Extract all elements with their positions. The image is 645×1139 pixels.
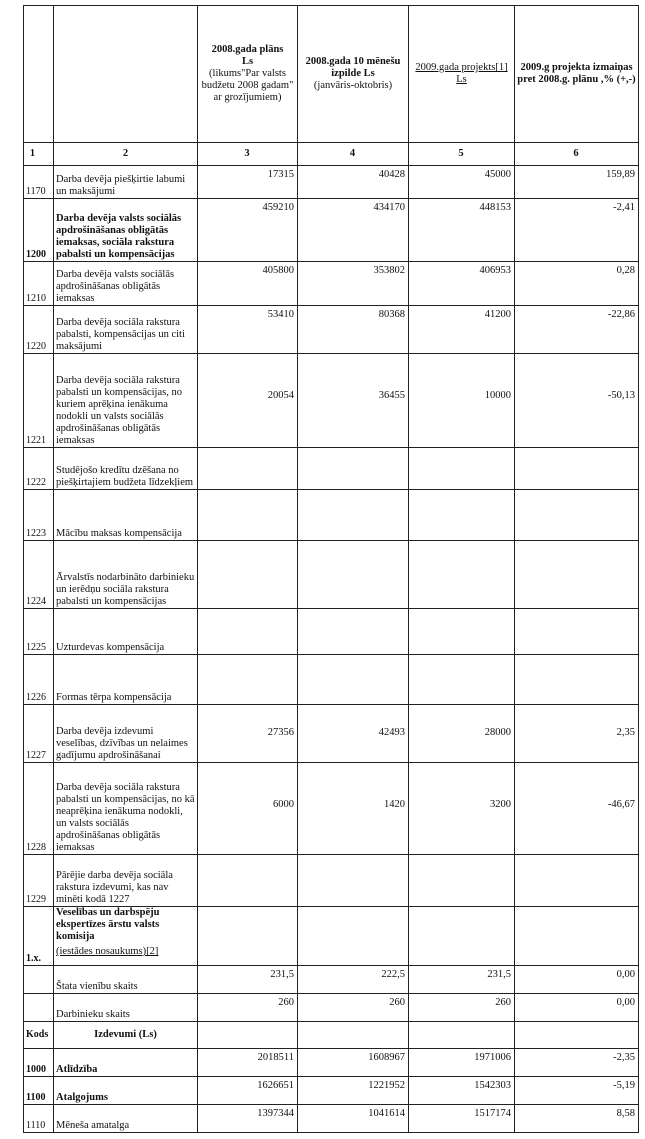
col-number: 5 bbox=[409, 143, 515, 166]
row-value-change bbox=[515, 855, 639, 907]
col-number: 6 bbox=[515, 143, 639, 166]
row-name: Mācību maksas kompensācija bbox=[54, 490, 198, 541]
row-code: 1100 bbox=[24, 1077, 54, 1105]
row-name: Atlīdzība bbox=[54, 1049, 198, 1077]
staff-value-2008-plan: 260 bbox=[198, 994, 298, 1022]
staff-value-change: 0,00 bbox=[515, 994, 639, 1022]
row-value-2008-exec: 42493 bbox=[298, 705, 409, 763]
subheader-name: Izdevumi (Ls) bbox=[54, 1022, 198, 1049]
table-row bbox=[24, 166, 639, 199]
row-value-2008-exec: 1041614 bbox=[298, 1105, 409, 1133]
row-name: Ārvalstīs nodarbināto darbinieku un ierēdņu sociāla rakstura pabalsti un kompensācijas bbox=[54, 541, 198, 609]
row-value-2008-exec: 80368 bbox=[298, 306, 409, 354]
table-row bbox=[24, 705, 639, 763]
row-value-2008-plan: 459210 bbox=[198, 199, 298, 262]
row-name: Formas tērpa kompensācija bbox=[54, 655, 198, 705]
row-value-2008-exec: 353802 bbox=[298, 262, 409, 306]
row-value-2008-exec bbox=[298, 655, 409, 705]
row-name: Darba devēja sociāla rakstura pabalsti, kompensācijas un citi maksājumi bbox=[54, 306, 198, 354]
row-value-2009-project bbox=[409, 541, 515, 609]
row-name: Darba devēja valsts sociālās apdrošināšanas obligātās iemaksas bbox=[54, 262, 198, 306]
row-value-2008-plan bbox=[198, 609, 298, 655]
row-code: 1227 bbox=[24, 705, 54, 763]
row-code: 1200 bbox=[24, 199, 54, 262]
header-2008-execution: 2008.gada 10 mēnešu izpilde Ls (janvāris-oktobris) bbox=[298, 6, 409, 143]
row-value-change: 2,35 bbox=[515, 705, 639, 763]
row-value-change: -50,13 bbox=[515, 354, 639, 448]
row-code: 1223 bbox=[24, 490, 54, 541]
institution-note: (iestādes nosaukums)[2] bbox=[56, 946, 159, 957]
table-row bbox=[24, 306, 639, 354]
header-2008-plan: 2008.gada plāns Ls (likums"Par valsts budžetu 2008 gadam" ar grozījumiem) bbox=[198, 6, 298, 143]
row-value-2008-plan bbox=[198, 855, 298, 907]
institution-row bbox=[24, 907, 639, 966]
row-name: Darba devēja valsts sociālās apdrošināšanas obligātās iemaksas, sociāla rakstura pabalsti un kompensācijas bbox=[54, 199, 198, 262]
row-name: Studējošo kredītu dzēšana no piešķirtajiem budžeta līdzekļiem bbox=[54, 448, 198, 490]
row-value-2009-project: 41200 bbox=[409, 306, 515, 354]
row-name: Darba devēja izdevumi veselības, dzīvības un nelaimes gadījumu apdrošināšanai bbox=[54, 705, 198, 763]
row-value-2008-plan: 6000 bbox=[198, 763, 298, 855]
table-row bbox=[24, 609, 639, 655]
row-code: 1220 bbox=[24, 306, 54, 354]
subheader-code: Kods bbox=[24, 1022, 54, 1049]
row-name: Atalgojums bbox=[54, 1077, 198, 1105]
row-code: 1221 bbox=[24, 354, 54, 448]
row-value-2008-plan: 405800 bbox=[198, 262, 298, 306]
row-value-2009-project bbox=[409, 490, 515, 541]
budget-table bbox=[23, 5, 639, 1133]
staff-value-2009-project: 260 bbox=[409, 994, 515, 1022]
staff-row bbox=[24, 966, 639, 994]
table-row bbox=[24, 199, 639, 262]
col-number: 4 bbox=[298, 143, 409, 166]
row-code: 1224 bbox=[24, 541, 54, 609]
row-value-change: -22,86 bbox=[515, 306, 639, 354]
table-row bbox=[24, 763, 639, 855]
row-code: 1229 bbox=[24, 855, 54, 907]
row-name: Darba devēja piešķirtie labumi un maksājumi bbox=[54, 166, 198, 199]
row-value-change: 159,89 bbox=[515, 166, 639, 199]
table-row bbox=[24, 262, 639, 306]
row-name: Mēneša amatalga bbox=[54, 1105, 198, 1133]
row-value-2008-exec: 1420 bbox=[298, 763, 409, 855]
staff-value-2008-exec: 260 bbox=[298, 994, 409, 1022]
staff-value-change: 0,00 bbox=[515, 966, 639, 994]
row-code: 1228 bbox=[24, 763, 54, 855]
row-value-2008-plan bbox=[198, 655, 298, 705]
header-2009-project: 2009.gada projekts[1] Ls bbox=[409, 6, 515, 143]
header-cell-name bbox=[54, 6, 198, 143]
row-value-2008-plan: 1397344 bbox=[198, 1105, 298, 1133]
row-value-2009-project: 1517174 bbox=[409, 1105, 515, 1133]
col-number: 3 bbox=[198, 143, 298, 166]
header-cell-code bbox=[24, 6, 54, 143]
row-value-change bbox=[515, 490, 639, 541]
row-value-change: -2,35 bbox=[515, 1049, 639, 1077]
row-value-2008-plan: 17315 bbox=[198, 166, 298, 199]
col-number: 1 bbox=[24, 143, 54, 166]
row-value-2008-exec: 434170 bbox=[298, 199, 409, 262]
row-value-2008-plan: 2018511 bbox=[198, 1049, 298, 1077]
row-value-2009-project: 406953 bbox=[409, 262, 515, 306]
column-number-row bbox=[24, 143, 639, 166]
staff-value-2008-plan: 231,5 bbox=[198, 966, 298, 994]
row-value-2009-project: 10000 bbox=[409, 354, 515, 448]
staff-value-2009-project: 231,5 bbox=[409, 966, 515, 994]
staff-name: Darbinieku skaits bbox=[54, 994, 198, 1022]
row-code: 1000 bbox=[24, 1049, 54, 1077]
row-value-2008-plan: 1626651 bbox=[198, 1077, 298, 1105]
expense-row bbox=[24, 1077, 639, 1105]
staff-name: Štata vienību skaits bbox=[54, 966, 198, 994]
table-row bbox=[24, 855, 639, 907]
col-number: 2 bbox=[54, 143, 198, 166]
row-value-2009-project: 1542303 bbox=[409, 1077, 515, 1105]
row-value-2008-exec bbox=[298, 855, 409, 907]
row-value-2009-project: 1971006 bbox=[409, 1049, 515, 1077]
row-code: 1226 bbox=[24, 655, 54, 705]
row-value-2008-exec bbox=[298, 448, 409, 490]
row-value-2009-project: 3200 bbox=[409, 763, 515, 855]
row-value-2008-plan bbox=[198, 541, 298, 609]
row-value-2008-exec: 36455 bbox=[298, 354, 409, 448]
row-value-2008-exec bbox=[298, 609, 409, 655]
row-value-2008-exec: 1221952 bbox=[298, 1077, 409, 1105]
subheader-row bbox=[24, 1022, 639, 1049]
staff-value-2008-exec: 222,5 bbox=[298, 966, 409, 994]
header-row bbox=[24, 6, 639, 143]
header-2009-change: 2009.g projekta izmaiņas pret 2008.g. plānu ,% (+,-) bbox=[515, 6, 639, 143]
staff-row bbox=[24, 994, 639, 1022]
row-value-2008-exec bbox=[298, 490, 409, 541]
row-value-2008-plan bbox=[198, 490, 298, 541]
row-value-2008-plan: 53410 bbox=[198, 306, 298, 354]
row-code: 1110 bbox=[24, 1105, 54, 1133]
row-code: 1225 bbox=[24, 609, 54, 655]
row-value-change: -46,67 bbox=[515, 763, 639, 855]
row-value-change: -2,41 bbox=[515, 199, 639, 262]
row-value-2008-exec: 40428 bbox=[298, 166, 409, 199]
institution-code: 1.x. bbox=[24, 907, 54, 966]
row-value-2009-project bbox=[409, 855, 515, 907]
row-value-change: 0,28 bbox=[515, 262, 639, 306]
row-value-2009-project: 28000 bbox=[409, 705, 515, 763]
row-value-change bbox=[515, 541, 639, 609]
row-value-2008-plan: 20054 bbox=[198, 354, 298, 448]
row-value-2009-project: 448153 bbox=[409, 199, 515, 262]
row-value-change bbox=[515, 655, 639, 705]
table-row bbox=[24, 354, 639, 448]
table-row bbox=[24, 655, 639, 705]
row-value-2008-exec: 1608967 bbox=[298, 1049, 409, 1077]
row-name: Darba devēja sociāla rakstura pabalsti un kompensācijas, no kuriem aprēķina ienākuma nodokli un valsts sociālās apdrošināšanas obligātās iemaksas bbox=[54, 354, 198, 448]
row-value-2008-plan: 27356 bbox=[198, 705, 298, 763]
institution-name-cell bbox=[54, 907, 198, 966]
expense-row bbox=[24, 1049, 639, 1077]
institution-name: Veselības un darbspēju ekspertīzes ārstu valsts komisija bbox=[56, 907, 160, 942]
row-value-change: 8,58 bbox=[515, 1105, 639, 1133]
row-value-change: -5,19 bbox=[515, 1077, 639, 1105]
expense-row bbox=[24, 1105, 639, 1133]
table-row bbox=[24, 541, 639, 609]
row-name: Uzturdevas kompensācija bbox=[54, 609, 198, 655]
row-code: 1210 bbox=[24, 262, 54, 306]
row-code: 1170 bbox=[24, 166, 54, 199]
row-code: 1222 bbox=[24, 448, 54, 490]
row-value-2009-project bbox=[409, 655, 515, 705]
row-value-change bbox=[515, 448, 639, 490]
row-value-2009-project: 45000 bbox=[409, 166, 515, 199]
row-name: Pārējie darba devēja sociāla rakstura izdevumi, kas nav minēti kodā 1227 bbox=[54, 855, 198, 907]
row-value-2009-project bbox=[409, 609, 515, 655]
table-row bbox=[24, 490, 639, 541]
row-name: Darba devēja sociāla rakstura pabalsti un kompensācijas, no kā neaprēķina ienākuma nodokli, un valsts sociālās apdrošināšanas obligātās iemaksas bbox=[54, 763, 198, 855]
row-value-2008-plan bbox=[198, 448, 298, 490]
row-value-2009-project bbox=[409, 448, 515, 490]
table-row bbox=[24, 448, 639, 490]
row-value-change bbox=[515, 609, 639, 655]
row-value-2008-exec bbox=[298, 541, 409, 609]
